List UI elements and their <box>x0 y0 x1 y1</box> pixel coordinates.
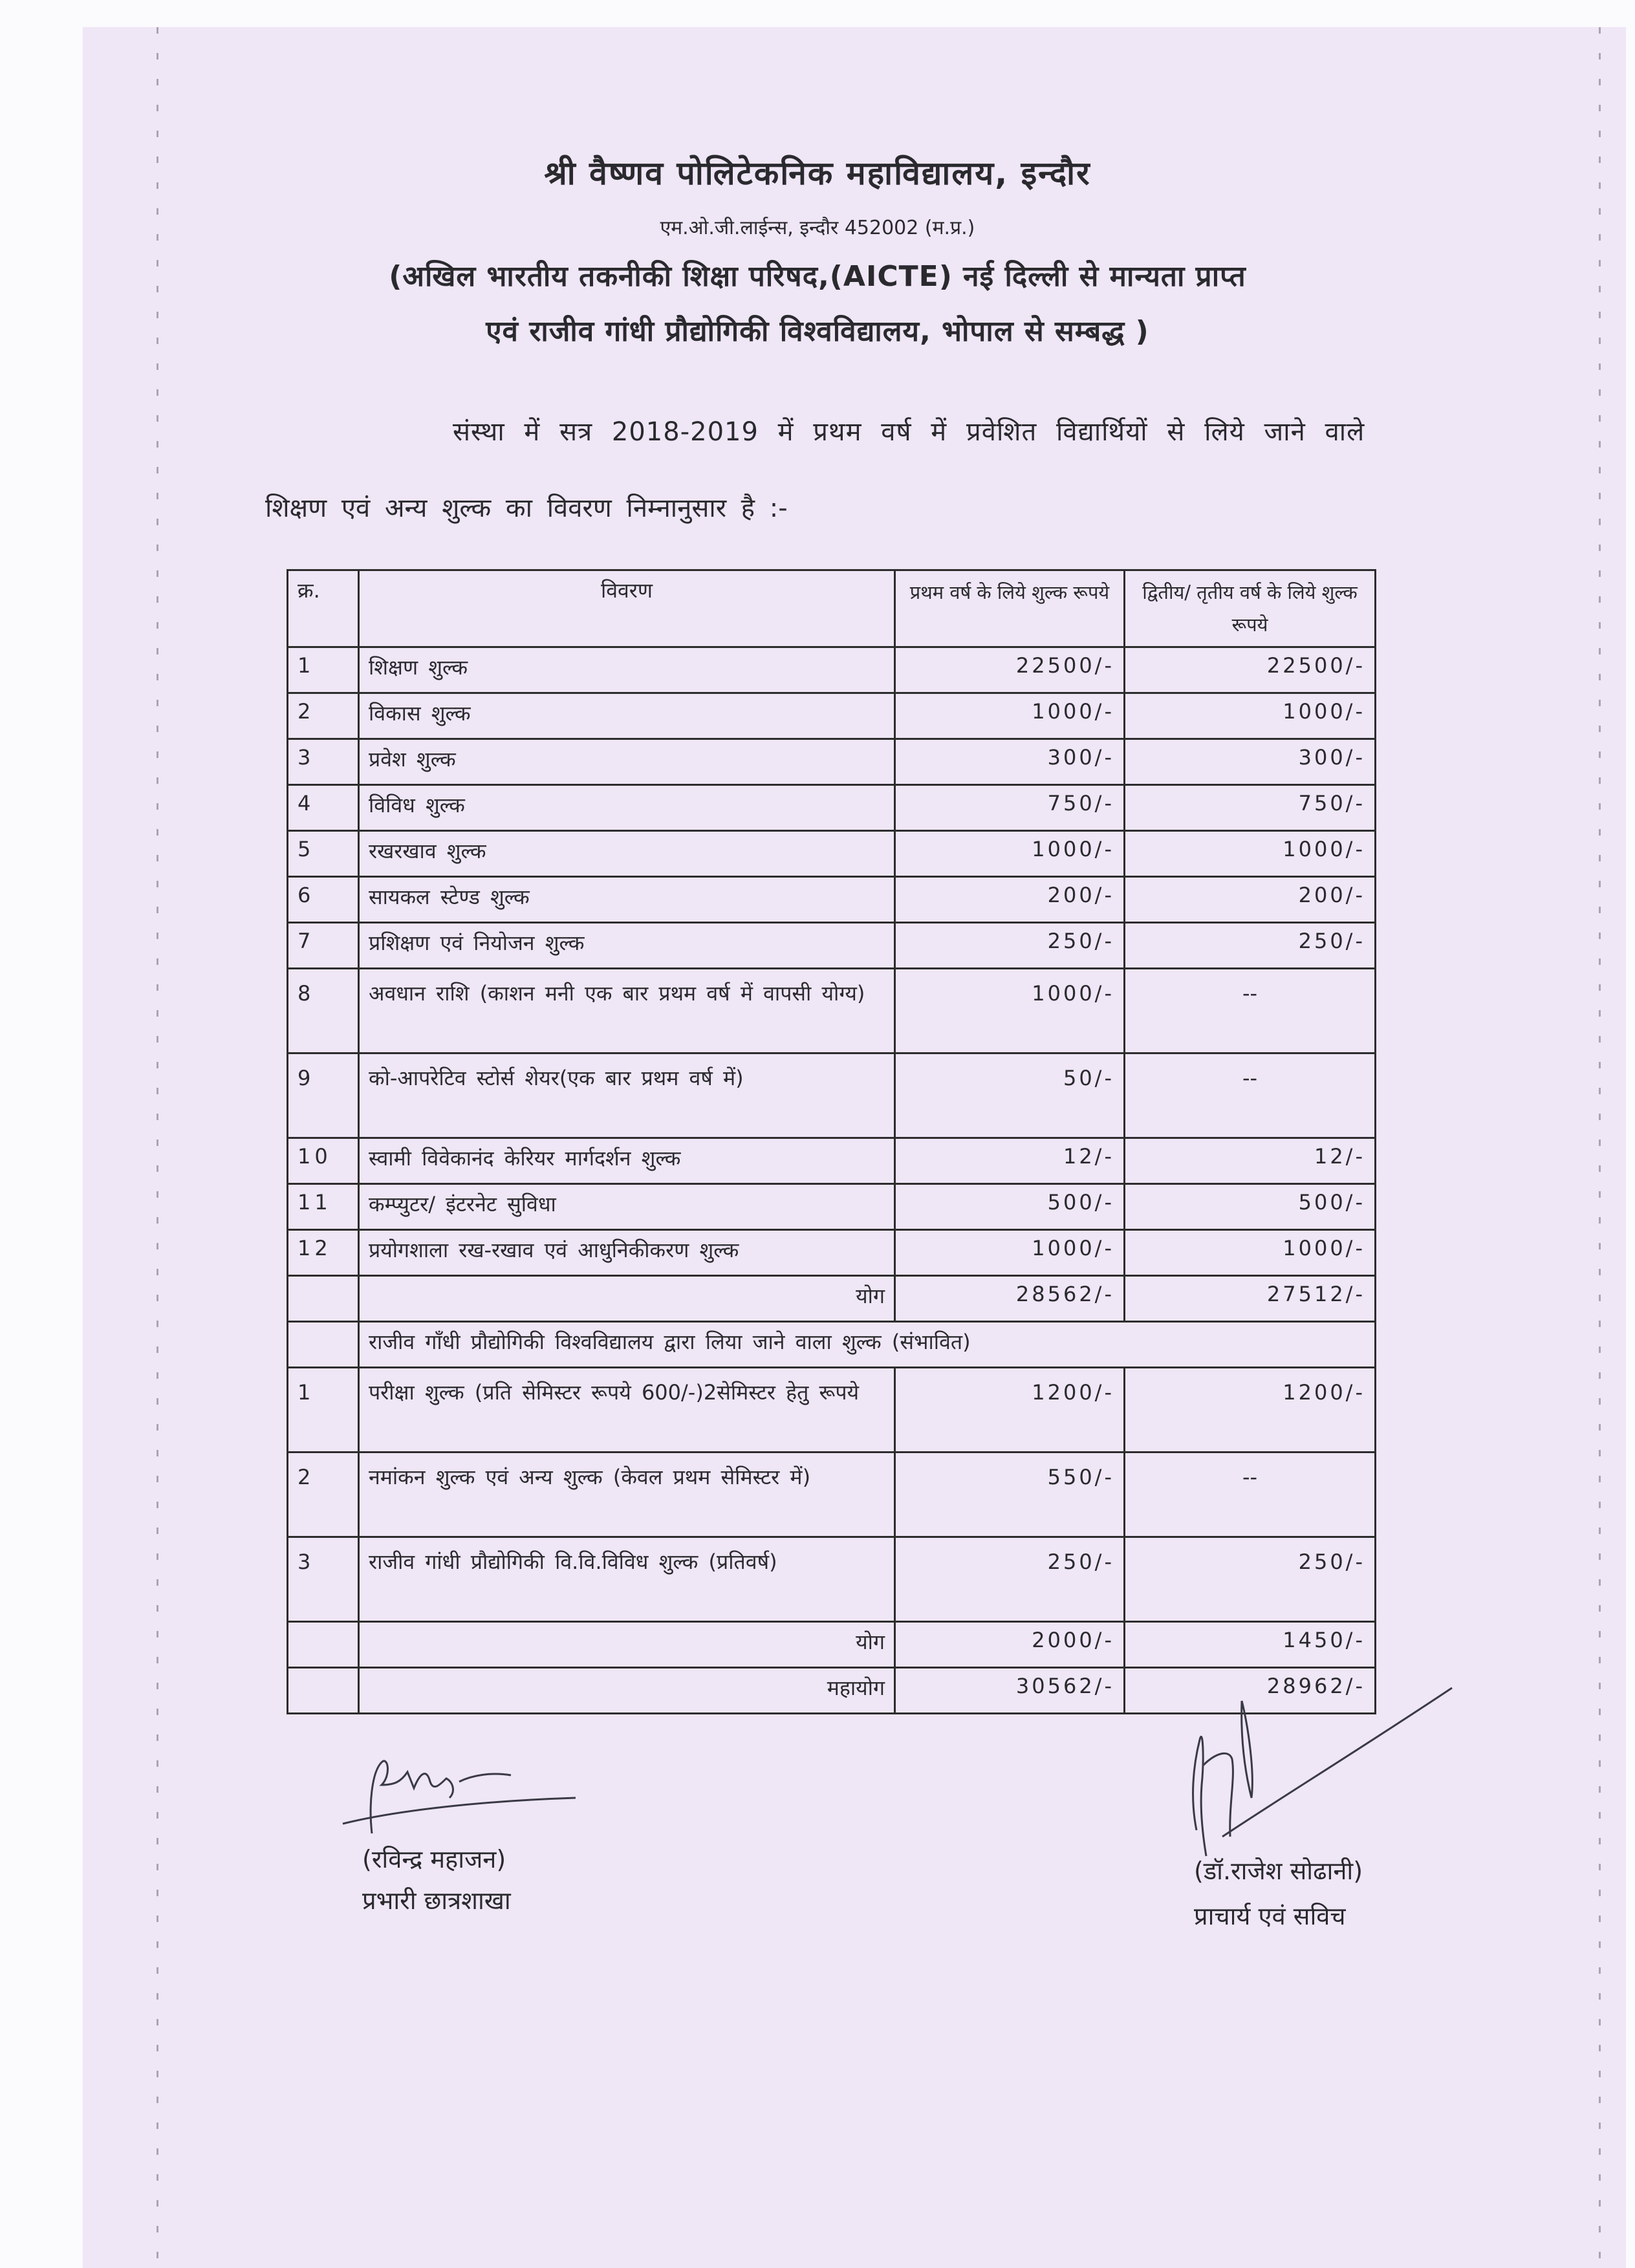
first-year-fee-cell: 1000/- <box>895 831 1125 877</box>
description-cell: प्रशिक्षण एवं नियोजन शुल्क <box>359 923 895 969</box>
description-cell: स्वामी विवेकानंद केरियर मार्गदर्शन शुल्क <box>359 1138 895 1184</box>
description-cell: सायकल स्टेण्ड शुल्क <box>359 877 895 923</box>
second-third-year-fee-cell: 1200/- <box>1125 1368 1376 1453</box>
first-year-fee-cell: 1000/- <box>895 1230 1125 1276</box>
table-row <box>288 1184 1376 1230</box>
table-row <box>288 1537 1376 1622</box>
second-third-year-fee-cell: 250/- <box>1125 923 1376 969</box>
empty-cell <box>288 1622 359 1668</box>
header-description: विवरण <box>359 570 895 647</box>
intro-line-1: संस्था में सत्र 2018-2019 में प्रथम वर्ष में प्रवेशित विद्यार्थियों से लिये जाने वाले <box>453 417 1365 447</box>
first-year-fee-cell: 12/- <box>895 1138 1125 1184</box>
serial-no-cell: 3 <box>288 739 359 785</box>
description-cell: कम्प्युटर/ इंटरनेट सुविधा <box>359 1184 895 1230</box>
table-row <box>288 1138 1376 1184</box>
second-third-year-fee-cell: 22500/- <box>1125 647 1376 693</box>
second-third-year-fee-cell: 1000/- <box>1125 693 1376 739</box>
first-year-total-cell: 30562/- <box>895 1668 1125 1714</box>
first-year-fee-cell: 1000/- <box>895 969 1125 1053</box>
description-cell: को-आपरेटिव स्टोर्स शेयर(एक बार प्रथम वर्ष में) <box>359 1053 895 1138</box>
table-row <box>288 923 1376 969</box>
left-signature <box>336 1746 582 1837</box>
table-row <box>288 831 1376 877</box>
description-cell: प्रयोगशाला रख-रखाव एवं आधुनिकीकरण शुल्क <box>359 1230 895 1276</box>
total-label-cell: महायोग <box>359 1668 895 1714</box>
serial-no-cell: 6 <box>288 877 359 923</box>
table-header-row <box>288 570 1376 647</box>
institute-total-row <box>288 1276 1376 1322</box>
second-third-year-fee-cell: 1000/- <box>1125 831 1376 877</box>
scan-artifact-line <box>157 27 158 2268</box>
second-third-year-total-cell: 28962/- <box>1125 1668 1376 1714</box>
serial-no-cell: 7 <box>288 923 359 969</box>
table-row <box>288 693 1376 739</box>
left-signatory-designation: प्रभारी छात्रशाखा <box>362 1886 511 1915</box>
left-signatory-name: (रविन्द्र महाजन) <box>362 1845 506 1874</box>
first-year-fee-cell: 200/- <box>895 877 1125 923</box>
first-year-fee-cell: 250/- <box>895 1537 1125 1622</box>
right-signatory-designation: प्राचार्य एवं सविच <box>1194 1902 1346 1930</box>
header-serial-no: क्र. <box>288 570 359 647</box>
first-year-fee-cell: 1000/- <box>895 693 1125 739</box>
empty-cell <box>288 1322 359 1368</box>
second-third-year-fee-cell: 300/- <box>1125 739 1376 785</box>
first-year-fee-cell: 22500/- <box>895 647 1125 693</box>
serial-no-cell: 10 <box>288 1138 359 1184</box>
serial-no-cell: 2 <box>288 1453 359 1537</box>
table-row <box>288 1230 1376 1276</box>
total-label-cell: योग <box>359 1622 895 1668</box>
university-section-title: राजीव गाँधी प्रौद्योगिकी विश्वविद्यालय द्वारा लिया जाने वाला शुल्क (संभावित) <box>359 1322 1376 1368</box>
institution-name: श्री वैष्णव पोलिटेकनिक महाविद्यालय, इन्दौर <box>544 155 1091 192</box>
institution-address: एम.ओ.जी.लाईन्स, इन्दौर 452002 (म.प्र.) <box>660 217 975 239</box>
table-row <box>288 877 1376 923</box>
serial-no-cell: 8 <box>288 969 359 1053</box>
description-cell: रखरखाव शुल्क <box>359 831 895 877</box>
header-second-third-year: द्वितीय/ तृतीय वर्ष के लिये शुल्क रूपये <box>1125 570 1376 647</box>
serial-no-cell: 3 <box>288 1537 359 1622</box>
second-third-year-fee-cell: 1000/- <box>1125 1230 1376 1276</box>
table-row <box>288 969 1376 1053</box>
second-third-year-fee-cell: -- <box>1125 1453 1376 1537</box>
header-first-year: प्रथम वर्ष के लिये शुल्क रूपये <box>895 570 1125 647</box>
second-third-year-fee-cell: 750/- <box>1125 785 1376 831</box>
serial-no-cell: 4 <box>288 785 359 831</box>
table-row <box>288 785 1376 831</box>
scan-artifact-line <box>1599 27 1601 2268</box>
right-signature <box>1184 1688 1455 1869</box>
second-third-year-fee-cell: 250/- <box>1125 1537 1376 1622</box>
table-row <box>288 1053 1376 1138</box>
first-year-fee-cell: 250/- <box>895 923 1125 969</box>
right-signatory-name: (डॉ.राजेश सोढानी) <box>1194 1857 1363 1885</box>
first-year-fee-cell: 500/- <box>895 1184 1125 1230</box>
description-cell: विकास शुल्क <box>359 693 895 739</box>
intro-line-2: शिक्षण एवं अन्य शुल्क का विवरण निम्नानुसार है :- <box>265 493 788 523</box>
table-row <box>288 739 1376 785</box>
second-third-year-fee-cell: -- <box>1125 969 1376 1053</box>
serial-no-cell: 9 <box>288 1053 359 1138</box>
serial-no-cell: 2 <box>288 693 359 739</box>
table-row <box>288 1368 1376 1453</box>
serial-no-cell: 1 <box>288 1368 359 1453</box>
second-third-year-fee-cell: 200/- <box>1125 877 1376 923</box>
fee-table <box>287 569 1376 1714</box>
second-third-year-fee-cell: 12/- <box>1125 1138 1376 1184</box>
first-year-total-cell: 28562/- <box>895 1276 1125 1322</box>
table-row <box>288 647 1376 693</box>
first-year-fee-cell: 50/- <box>895 1053 1125 1138</box>
description-cell: अवधान राशि (काशन मनी एक बार प्रथम वर्ष में वापसी योग्य) <box>359 969 895 1053</box>
empty-cell <box>288 1276 359 1322</box>
first-year-fee-cell: 300/- <box>895 739 1125 785</box>
university-section-header-row <box>288 1322 1376 1368</box>
total-label-cell: योग <box>359 1276 895 1322</box>
description-cell: राजीव गांधी प्रौद्योगिकी वि.वि.विविध शुल्क (प्रतिवर्ष) <box>359 1537 895 1622</box>
empty-cell <box>288 1668 359 1714</box>
university-total-row <box>288 1622 1376 1668</box>
description-cell: परीक्षा शुल्क (प्रति सेमिस्टर रूपये 600/-)2सेमिस्टर हेतु रूपये <box>359 1368 895 1453</box>
first-year-total-cell: 2000/- <box>895 1622 1125 1668</box>
description-cell: शिक्षण शुल्क <box>359 647 895 693</box>
serial-no-cell: 12 <box>288 1230 359 1276</box>
first-year-fee-cell: 750/- <box>895 785 1125 831</box>
serial-no-cell: 1 <box>288 647 359 693</box>
description-cell: विविध शुल्क <box>359 785 895 831</box>
affiliation-line-2: एवं राजीव गांधी प्रौद्योगिकी विश्वविद्यालय, भोपाल से सम्बद्ध ) <box>486 315 1149 348</box>
first-year-fee-cell: 550/- <box>895 1453 1125 1537</box>
second-third-year-fee-cell: -- <box>1125 1053 1376 1138</box>
second-third-year-total-cell: 27512/- <box>1125 1276 1376 1322</box>
serial-no-cell: 11 <box>288 1184 359 1230</box>
serial-no-cell: 5 <box>288 831 359 877</box>
description-cell: नमांकन शुल्क एवं अन्य शुल्क (केवल प्रथम सेमिस्टर में) <box>359 1453 895 1537</box>
affiliation-line-1: (अखिल भारतीय तकनीकी शिक्षा परिषद,(AICTE) नई दिल्ली से मान्यता प्राप्त <box>389 260 1246 293</box>
table-row <box>288 1453 1376 1537</box>
first-year-fee-cell: 1200/- <box>895 1368 1125 1453</box>
description-cell: प्रवेश शुल्क <box>359 739 895 785</box>
second-third-year-fee-cell: 500/- <box>1125 1184 1376 1230</box>
second-third-year-total-cell: 1450/- <box>1125 1622 1376 1668</box>
